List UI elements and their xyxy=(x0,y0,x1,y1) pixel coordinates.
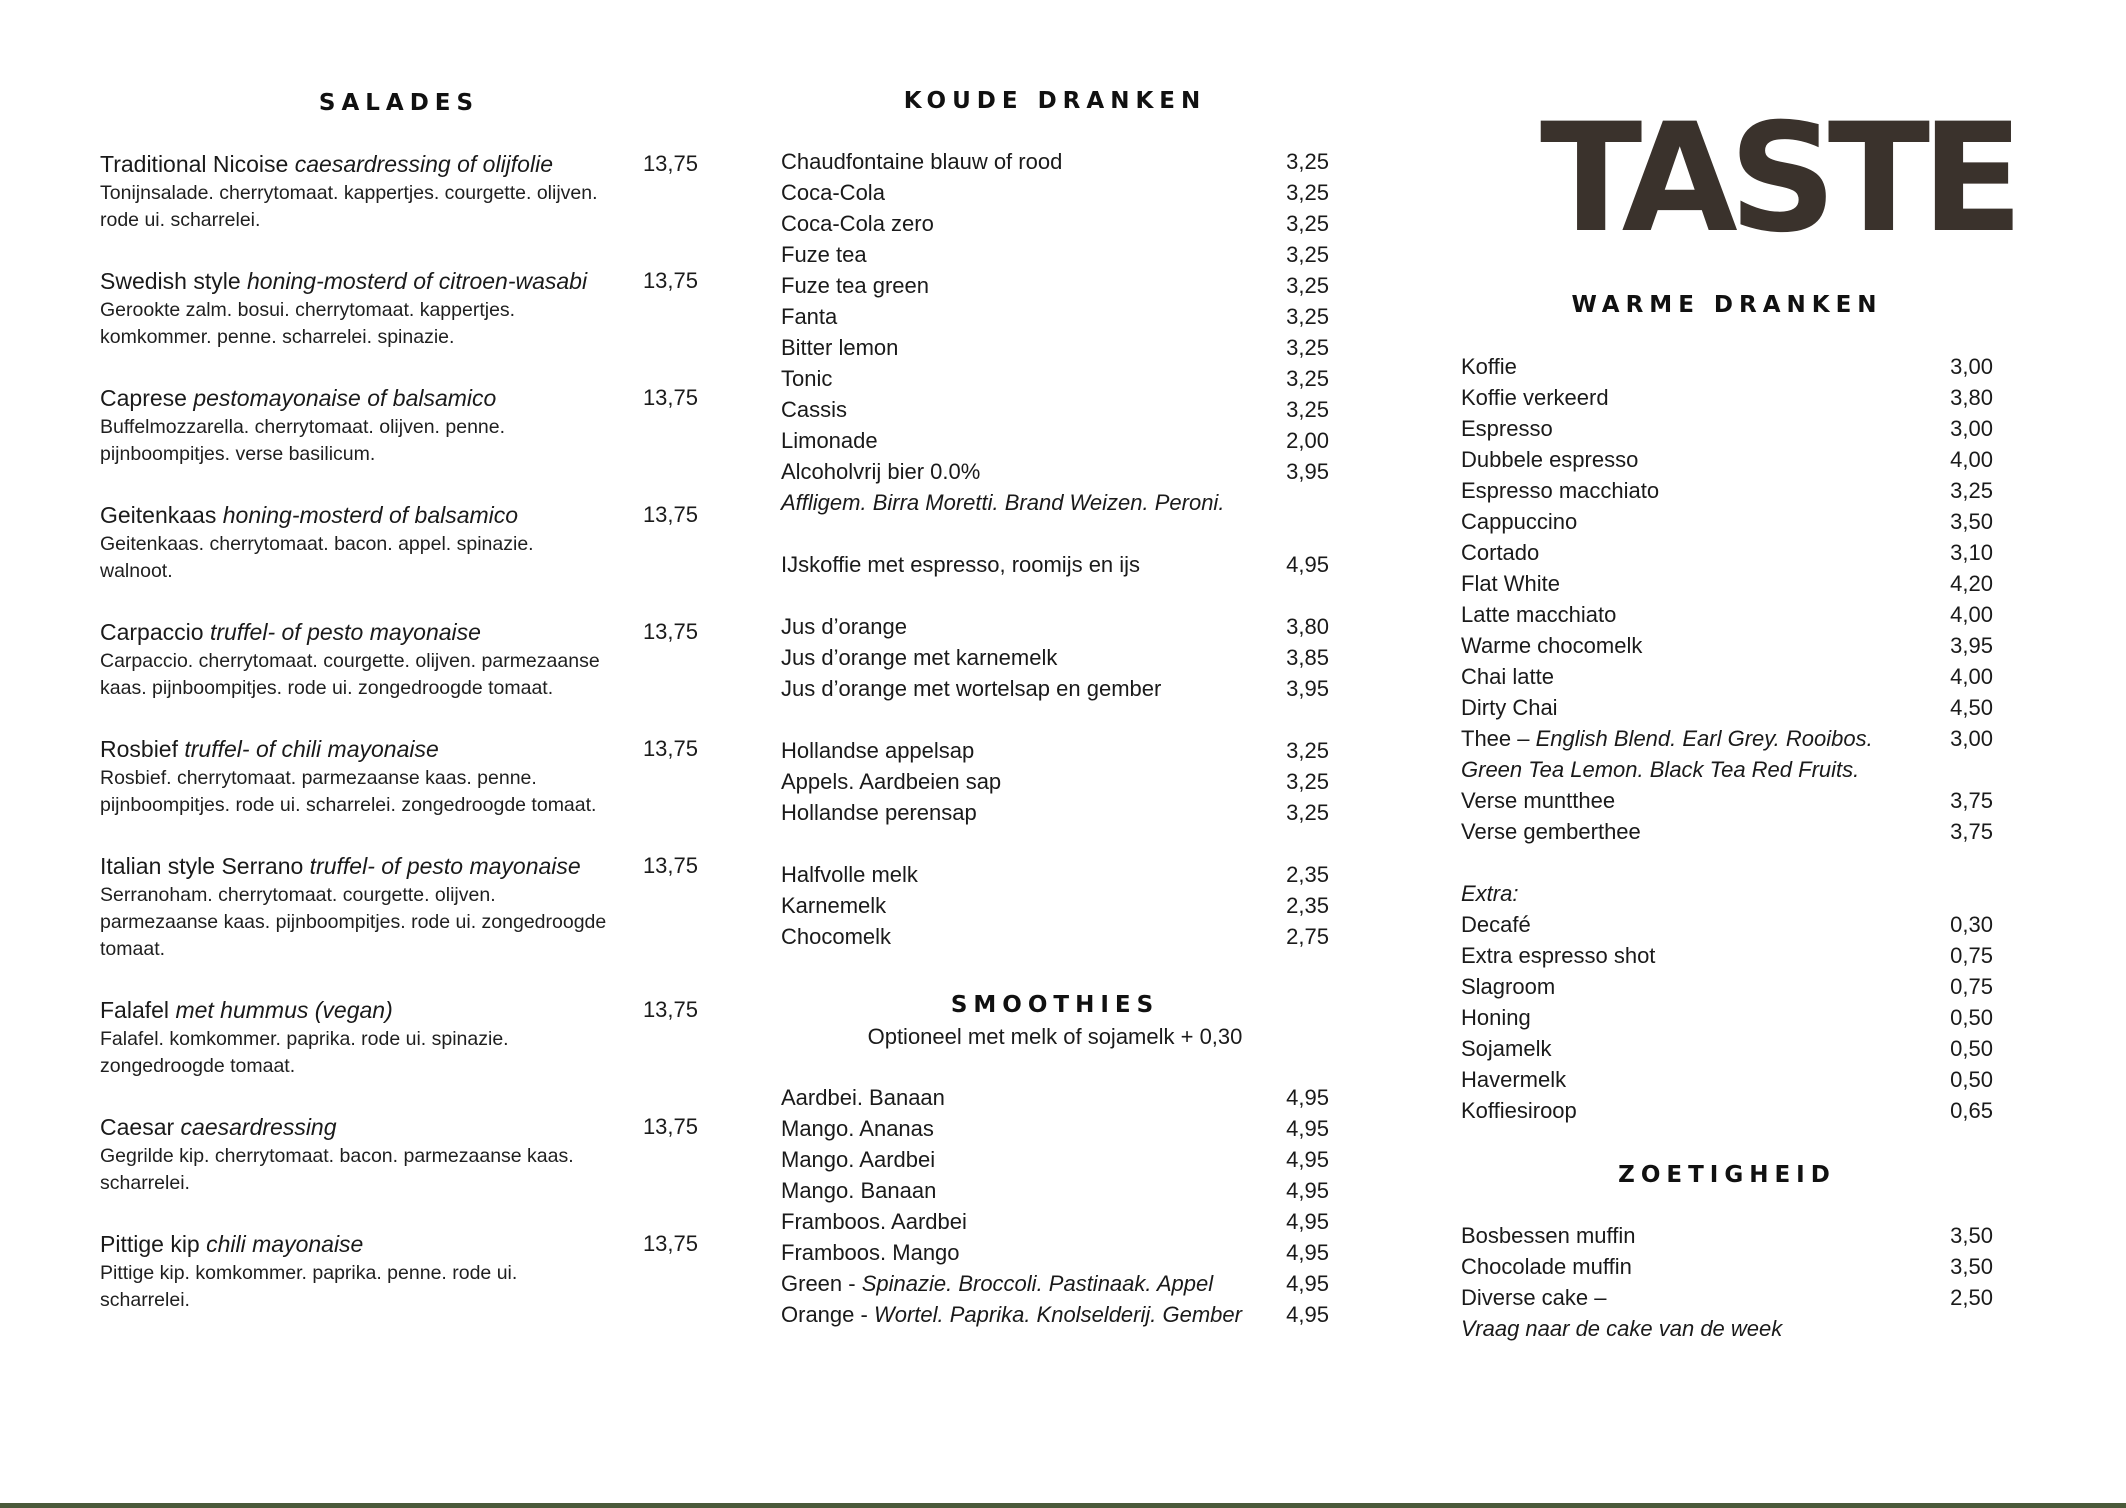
item-price: 0,50 xyxy=(1950,1036,1993,1061)
item-price: 3,25 xyxy=(1286,242,1329,267)
item-price: 4,20 xyxy=(1950,571,1993,596)
salade-title xyxy=(100,1228,698,1260)
salade-price: 13,75 xyxy=(642,736,698,761)
item-price: 3,25 xyxy=(1286,769,1329,794)
koude-dranken-section xyxy=(781,88,1329,1330)
zoetigheid-list xyxy=(1461,1220,1993,1313)
item-price: 4,95 xyxy=(1286,1147,1329,1172)
item-name: Tonic xyxy=(781,366,833,391)
salade-title xyxy=(100,265,698,297)
salade-price: 13,75 xyxy=(642,268,698,293)
item-name: Aardbei. Banaan xyxy=(781,1085,945,1110)
item-name: Framboos. Aardbei xyxy=(781,1209,967,1234)
item-name: Chocolade muffin xyxy=(1461,1254,1632,1279)
salade-name: Rosbief xyxy=(100,736,178,762)
smoothies-subheading: Optioneel met melk of sojamelk + 0,30 xyxy=(867,1024,1243,1049)
item-name: Espresso macchiato xyxy=(1461,478,1660,503)
item-name: Sojamelk xyxy=(1461,1036,1552,1061)
item-name: Koffie verkeerd xyxy=(1461,385,1609,410)
item-name: Framboos. Mango xyxy=(781,1240,960,1265)
item-name: Jus d’orange met wortelsap en gember xyxy=(781,676,1162,701)
salade-name: Italian style Serrano xyxy=(100,853,304,879)
item-name: Warme chocomelk xyxy=(1461,633,1643,658)
menu-row xyxy=(1461,1251,1993,1282)
item-price: 3,80 xyxy=(1286,614,1329,639)
salade-price: 13,75 xyxy=(642,997,698,1022)
menu-row xyxy=(1461,1033,1993,1064)
salade-item xyxy=(100,994,698,1080)
item-price: 4,50 xyxy=(1950,695,1993,720)
item-name: Havermelk xyxy=(1461,1067,1567,1092)
item-price: 0,75 xyxy=(1950,974,1993,999)
item-name: Koffie xyxy=(1461,354,1517,379)
menu-row xyxy=(1461,971,1993,1002)
item-price: 3,25 xyxy=(1286,273,1329,298)
menu-row xyxy=(1461,630,1993,661)
item-price: 4,95 xyxy=(1286,1178,1329,1203)
menu-row xyxy=(1461,692,1993,723)
item-name: Slagroom xyxy=(1461,974,1556,999)
salade-item xyxy=(100,499,698,585)
salade-description: Falafel. komkommer. paprika. rode ui. spinazie. zongedroogde tomaat. xyxy=(100,1028,509,1077)
salade-price: 13,75 xyxy=(642,853,698,878)
item-price: 4,95 xyxy=(1286,1302,1329,1327)
zoetigheid-heading: ZOETIGHEID xyxy=(1618,1162,1836,1188)
menu-row xyxy=(781,735,1329,766)
item-name: IJskoffie met espresso, roomijs en ijs xyxy=(781,552,1141,577)
salade-dressing: caesardressing xyxy=(180,1114,337,1140)
item-price: 4,95 xyxy=(1286,1209,1329,1234)
item-name: Alcoholvrij bier 0.0% xyxy=(781,459,981,484)
item-price: 4,00 xyxy=(1950,602,1993,627)
salade-description: Geitenkaas. cherrytomaat. bacon. appel. spinazie. walnoot. xyxy=(100,533,534,582)
salade-dressing: truffel- of chili mayonaise xyxy=(184,736,439,762)
item-price: 0,75 xyxy=(1950,943,1993,968)
item-price: 4,95 xyxy=(1286,1240,1329,1265)
item-name: Jus d’orange xyxy=(781,614,907,639)
menu-row xyxy=(781,859,1329,890)
item-price: 3,75 xyxy=(1950,819,1993,844)
menu-row xyxy=(781,425,1329,456)
item-name: Green - Spinazie. Broccoli. Pastinaak. Appel xyxy=(781,1271,1214,1296)
smoothies-heading: SMOOTHIES xyxy=(950,992,1160,1018)
salade-name: Caprese xyxy=(100,385,187,411)
item-name: Fanta xyxy=(781,304,838,329)
salade-name: Pittige kip xyxy=(100,1231,200,1257)
item-price: 4,00 xyxy=(1950,664,1993,689)
item-name: Halfvolle melk xyxy=(781,862,918,887)
menu-row xyxy=(781,363,1329,394)
menu-row xyxy=(781,673,1329,704)
salade-name: Caesar xyxy=(100,1114,175,1140)
salade-price: 13,75 xyxy=(642,502,698,527)
menu-row xyxy=(1461,1095,1993,1126)
item-price: 4,95 xyxy=(1286,1116,1329,1141)
salade-title xyxy=(100,850,698,882)
menu-row xyxy=(1461,475,1993,506)
salade-title xyxy=(100,499,698,531)
item-name: Diverse cake – xyxy=(1461,1285,1607,1310)
menu-row xyxy=(1461,568,1993,599)
salade-item xyxy=(100,850,698,963)
menu-row xyxy=(781,797,1329,828)
item-price: 2,35 xyxy=(1286,862,1329,887)
item-price: 3,50 xyxy=(1950,1254,1993,1279)
item-price: 3,85 xyxy=(1286,645,1329,670)
salade-item xyxy=(100,265,698,351)
koude-group-jus xyxy=(781,611,1329,704)
item-price: 2,00 xyxy=(1286,428,1329,453)
item-name: Orange - Wortel. Paprika. Knolselderij. Gember xyxy=(781,1302,1242,1327)
item-price: 3,50 xyxy=(1950,509,1993,534)
salade-description: Gegrilde kip. cherrytomaat. bacon. parmezaanse kaas. scharrelei. xyxy=(100,1145,574,1194)
item-price: 3,25 xyxy=(1286,335,1329,360)
salade-item xyxy=(100,382,698,468)
salades-heading: SALADES xyxy=(318,90,480,116)
salade-item xyxy=(100,1228,698,1314)
item-name: Koffiesiroop xyxy=(1461,1098,1577,1123)
menu-row xyxy=(1461,413,1993,444)
salade-dressing: honing-mosterd of citroen-wasabi xyxy=(247,268,588,294)
menu-row xyxy=(781,456,1329,487)
menu-row xyxy=(1461,1064,1993,1095)
item-name: Coca-Cola zero xyxy=(781,211,934,236)
salade-title xyxy=(100,994,698,1026)
salade-name: Carpaccio xyxy=(100,619,204,645)
item-price: 3,95 xyxy=(1286,676,1329,701)
salade-dressing: truffel- of pesto mayonaise xyxy=(209,619,481,645)
item-price: 3,25 xyxy=(1950,478,1993,503)
menu-row xyxy=(781,146,1329,177)
item-name: Hollandse appelsap xyxy=(781,738,975,763)
salade-title xyxy=(100,1111,698,1143)
salade-item xyxy=(100,733,698,819)
salade-title xyxy=(100,616,698,648)
menu-row xyxy=(1461,351,1993,382)
item-name: Karnemelk xyxy=(781,893,887,918)
item-name: Bitter lemon xyxy=(781,335,899,360)
salade-dressing: honing-mosterd of balsamico xyxy=(222,502,519,528)
item-name: Mango. Ananas xyxy=(781,1116,934,1141)
item-price: 3,75 xyxy=(1950,788,1993,813)
menu-row xyxy=(781,1144,1329,1175)
salade-price: 13,75 xyxy=(642,619,698,644)
menu-row xyxy=(781,1113,1329,1144)
menu-row xyxy=(781,642,1329,673)
item-name: Cortado xyxy=(1461,540,1540,565)
menu-row-thee xyxy=(1461,723,1993,754)
salade-description: Pittige kip. komkommer. paprika. penne. rode ui. scharrelei. xyxy=(100,1262,518,1311)
smoothies-section xyxy=(781,992,1329,1330)
item-name: Espresso xyxy=(1461,416,1553,441)
item-price: 0,30 xyxy=(1950,912,1993,937)
menu-row xyxy=(1461,506,1993,537)
menu-row xyxy=(781,1206,1329,1237)
item-name: Dirty Chai xyxy=(1461,695,1558,720)
salade-item xyxy=(100,1111,698,1197)
menu-row xyxy=(781,1082,1329,1113)
salade-price: 13,75 xyxy=(642,151,698,176)
taste-logo: TASTE xyxy=(1540,92,2015,266)
salade-title xyxy=(100,733,698,765)
menu-row xyxy=(1461,537,1993,568)
item-price: 0,50 xyxy=(1950,1005,1993,1030)
menu-row xyxy=(781,301,1329,332)
item-name: Limonade xyxy=(781,428,878,453)
beer-note: Affligem. Birra Moretti. Brand Weizen. Peroni. xyxy=(781,490,1225,515)
menu-row xyxy=(781,1299,1329,1330)
smoothies-list xyxy=(781,1082,1329,1268)
item-name: Verse muntthee xyxy=(1461,788,1616,813)
koude-group-sappen xyxy=(781,735,1329,828)
item-name: Chocomelk xyxy=(781,924,892,949)
item-price: 3,00 xyxy=(1950,354,1993,379)
item-price: 4,95 xyxy=(1286,552,1329,577)
menu-row xyxy=(1461,940,1993,971)
salade-name: Swedish style xyxy=(100,268,241,294)
item-name: Decafé xyxy=(1461,912,1531,937)
item-name: Cassis xyxy=(781,397,848,422)
item-price: 3,95 xyxy=(1950,633,1993,658)
salade-dressing: chili mayonaise xyxy=(206,1231,364,1257)
extra-heading: Extra: xyxy=(1461,881,1519,906)
item-price: 3,25 xyxy=(1286,211,1329,236)
item-name: Thee – English Blend. Earl Grey. Rooibos. xyxy=(1461,726,1873,751)
menu-row xyxy=(1461,785,1993,816)
koude-group-ijskoffie xyxy=(781,549,1329,580)
salade-price: 13,75 xyxy=(642,385,698,410)
item-name: Extra espresso shot xyxy=(1461,943,1656,968)
item-price: 3,25 xyxy=(1286,366,1329,391)
menu-row xyxy=(1461,382,1993,413)
item-price: 2,50 xyxy=(1950,1285,1993,1310)
item-name: Flat White xyxy=(1461,571,1561,596)
menu-row xyxy=(781,177,1329,208)
salade-description: Serranoham. cherrytomaat. courgette. olijven. parmezaanse kaas. pijnboompitjes. rode ui. zongedroogde tomaat. xyxy=(100,884,607,960)
item-price: 3,25 xyxy=(1286,180,1329,205)
salade-name: Geitenkaas xyxy=(100,502,217,528)
salade-dressing: truffel- of pesto mayonaise xyxy=(309,853,581,879)
salade-item xyxy=(100,616,698,702)
menu-row xyxy=(1461,1002,1993,1033)
item-name: Verse gemberthee xyxy=(1461,819,1641,844)
item-price: 2,75 xyxy=(1286,924,1329,949)
salade-price: 13,75 xyxy=(642,1114,698,1139)
salade-dressing: caesardressing of olijfolie xyxy=(294,151,553,177)
menu-row xyxy=(781,549,1329,580)
menu-row xyxy=(1461,909,1993,940)
salades-section xyxy=(100,90,698,1345)
item-price: 3,80 xyxy=(1950,385,1993,410)
menu-row xyxy=(781,332,1329,363)
item-name: Mango. Aardbei xyxy=(781,1147,936,1172)
item-price: 3,50 xyxy=(1950,1223,1993,1248)
warme-dranken-heading: WARME DRANKEN xyxy=(1571,292,1883,318)
salade-item xyxy=(100,148,698,234)
menu-row xyxy=(781,1237,1329,1268)
menu-row xyxy=(1461,816,1993,847)
salade-dressing: met hummus (vegan) xyxy=(175,997,393,1023)
item-name: Hollandse perensap xyxy=(781,800,977,825)
thee-detail-2: Green Tea Lemon. Black Tea Red Fruits. xyxy=(1461,757,1860,782)
menu-row xyxy=(781,890,1329,921)
menu-row xyxy=(781,921,1329,952)
item-name: Appels. Aardbeien sap xyxy=(781,769,1002,794)
menu-row xyxy=(781,270,1329,301)
item-price: 4,00 xyxy=(1950,447,1993,472)
item-price: 3,25 xyxy=(1286,304,1329,329)
item-price: 3,25 xyxy=(1286,149,1329,174)
menu-row xyxy=(781,766,1329,797)
salade-title xyxy=(100,382,698,414)
salades-list xyxy=(100,148,698,1314)
item-price: 3,95 xyxy=(1286,459,1329,484)
salade-name: Falafel xyxy=(100,997,170,1023)
item-name: Honing xyxy=(1461,1005,1531,1030)
item-price: 4,95 xyxy=(1286,1085,1329,1110)
item-name: Jus d’orange met karnemelk xyxy=(781,645,1058,670)
salade-description: Carpaccio. cherrytomaat. courgette. olijven. parmezaanse kaas. pijnboompitjes. rode ui. zongedroogde tomaat. xyxy=(100,650,600,699)
menu-row xyxy=(781,611,1329,642)
item-price: 3,10 xyxy=(1950,540,1993,565)
salade-dressing: pestomayonaise of balsamico xyxy=(193,385,497,411)
salade-description: Buffelmozzarella. cherrytomaat. olijven. penne. pijnboompitjes. verse basilicum. xyxy=(100,416,506,465)
koude-group-melk xyxy=(781,859,1329,952)
menu-row xyxy=(781,1268,1329,1299)
item-price: 4,95 xyxy=(1286,1271,1329,1296)
menu-row xyxy=(1461,661,1993,692)
item-price: 3,25 xyxy=(1286,397,1329,422)
item-name: Dubbele espresso xyxy=(1461,447,1639,472)
menu-row xyxy=(781,208,1329,239)
item-price: 0,50 xyxy=(1950,1067,1993,1092)
menu-row xyxy=(1461,1282,1993,1313)
item-price: 0,65 xyxy=(1950,1098,1993,1123)
warme-dranken-section xyxy=(1461,292,1993,1344)
bottom-bar xyxy=(0,1503,2126,1508)
zoetigheid-section xyxy=(1461,1162,1993,1344)
item-name: Coca-Cola xyxy=(781,180,885,205)
menu-row xyxy=(781,1175,1329,1206)
item-name: Chaudfontaine blauw of rood xyxy=(781,149,1063,174)
koude-group-frisdrank xyxy=(781,146,1329,487)
salade-description: Gerookte zalm. bosui. cherrytomaat. kappertjes. komkommer. penne. scharrelei. spinazie. xyxy=(100,299,516,348)
item-price: 3,25 xyxy=(1286,738,1329,763)
salade-price: 13,75 xyxy=(642,1231,698,1256)
item-name: Bosbessen muffin xyxy=(1461,1223,1636,1248)
item-price: 3,25 xyxy=(1286,800,1329,825)
item-name: Fuze tea green xyxy=(781,273,929,298)
warme-list-2 xyxy=(1461,785,1993,847)
extra-list xyxy=(1461,909,1993,1126)
item-price: 3,00 xyxy=(1950,726,1993,751)
item-name: Mango. Banaan xyxy=(781,1178,937,1203)
item-name: Cappuccino xyxy=(1461,509,1578,534)
warme-list xyxy=(1461,351,1993,723)
salade-title xyxy=(100,148,698,180)
item-name: Fuze tea xyxy=(781,242,867,267)
cake-note: Vraag naar de cake van de week xyxy=(1461,1316,1783,1341)
menu-row xyxy=(781,239,1329,270)
item-name: Latte macchiato xyxy=(1461,602,1617,627)
salade-description: Rosbief. cherrytomaat. parmezaanse kaas. penne. pijnboompitjes. rode ui. scharrelei. zongedroogde tomaat. xyxy=(100,767,597,816)
menu-row xyxy=(1461,444,1993,475)
menu-row xyxy=(781,394,1329,425)
item-name: Chai latte xyxy=(1461,664,1554,689)
menu-row xyxy=(1461,1220,1993,1251)
salade-description: Tonijnsalade. cherrytomaat. kappertjes. courgette. olijven. rode ui. scharrelei. xyxy=(100,182,598,231)
item-price: 2,35 xyxy=(1286,893,1329,918)
menu-row xyxy=(1461,599,1993,630)
item-price: 3,00 xyxy=(1950,416,1993,441)
salade-name: Traditional Nicoise xyxy=(100,151,289,177)
koude-dranken-heading: KOUDE DRANKEN xyxy=(903,88,1207,114)
